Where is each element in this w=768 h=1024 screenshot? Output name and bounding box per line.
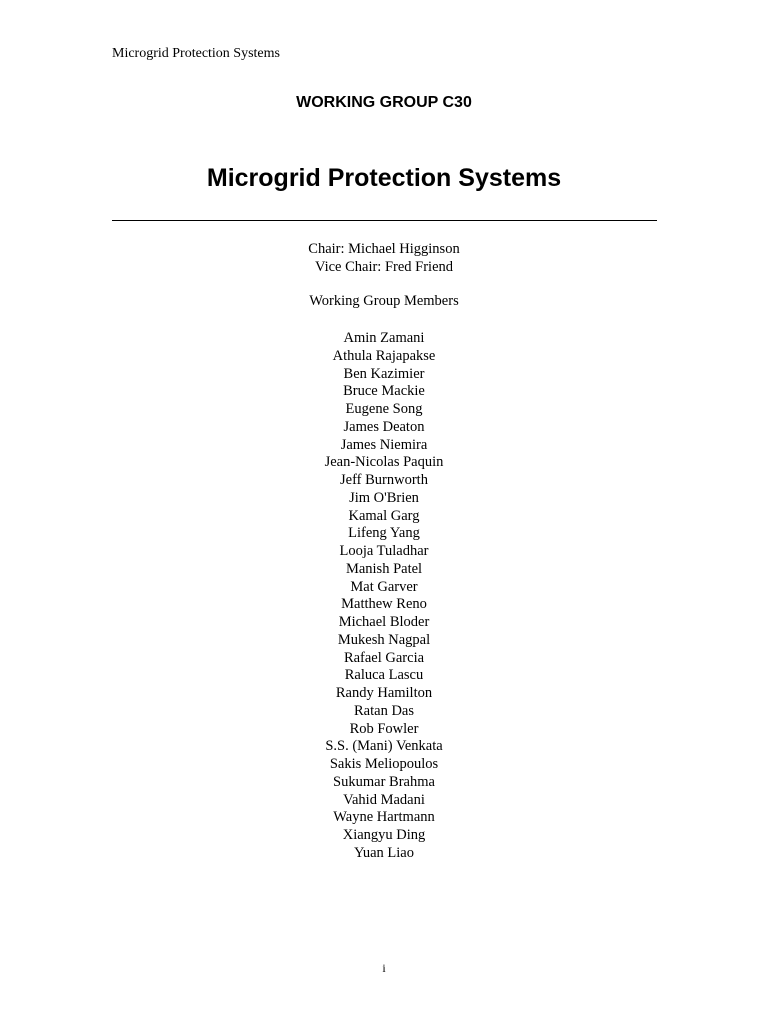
member-name: Rob Fowler: [349, 720, 419, 737]
title-divider: [112, 220, 657, 221]
member-name: Ratan Das: [354, 702, 414, 719]
member-name: Yuan Liao: [354, 844, 414, 861]
members-heading: Working Group Members: [309, 293, 459, 309]
member-name: Mukesh Nagpal: [337, 631, 431, 648]
member-name: Kamal Garg: [348, 507, 420, 524]
members-list: [0, 330, 768, 863]
member-name: Raluca Lascu: [344, 667, 424, 684]
member-name: Manish Patel: [345, 560, 423, 577]
member-name: Wayne Hartmann: [333, 809, 435, 826]
member-name: James Deaton: [343, 418, 425, 435]
member-name: James Niemira: [340, 436, 428, 453]
member-name: Michael Bloder: [338, 614, 430, 630]
member-name: Athula Rajapakse: [332, 347, 436, 364]
member-name: Jean-Nicolas Paquin: [324, 454, 444, 471]
member-name: Xiangyu Ding: [342, 827, 426, 843]
member-name: Lifeng Yang: [348, 525, 420, 542]
member-name: Eugene Song: [345, 401, 423, 417]
member-name: Looja Tuladhar: [339, 543, 429, 559]
member-name: Vahid Madani: [343, 791, 425, 808]
member-name: Ben Kazimier: [343, 365, 425, 382]
page-number: i: [382, 961, 386, 975]
document-title: Microgrid Protection Systems: [206, 164, 562, 192]
member-name: Rafael Garcia: [343, 649, 425, 666]
chair-line: Chair: Michael Higginson: [308, 241, 460, 257]
member-name: S.S. (Mani) Venkata: [325, 738, 443, 755]
running-header: Microgrid Protection Systems: [112, 46, 280, 61]
member-name: Randy Hamilton: [335, 685, 433, 701]
member-name: Jeff Burnworth: [340, 472, 428, 488]
member-name: Mat Garver: [350, 578, 418, 595]
member-name: Sakis Meliopoulos: [329, 756, 439, 772]
member-name: Matthew Reno: [341, 596, 427, 613]
member-name: Bruce Mackie: [343, 383, 425, 400]
vice-chair-line: Vice Chair: Fred Friend: [314, 259, 454, 275]
working-group-label: WORKING GROUP C30: [296, 94, 472, 111]
member-name: Amin Zamani: [343, 330, 425, 346]
member-name: Jim O'Brien: [349, 489, 419, 506]
member-name: Sukumar Brahma: [333, 773, 435, 790]
